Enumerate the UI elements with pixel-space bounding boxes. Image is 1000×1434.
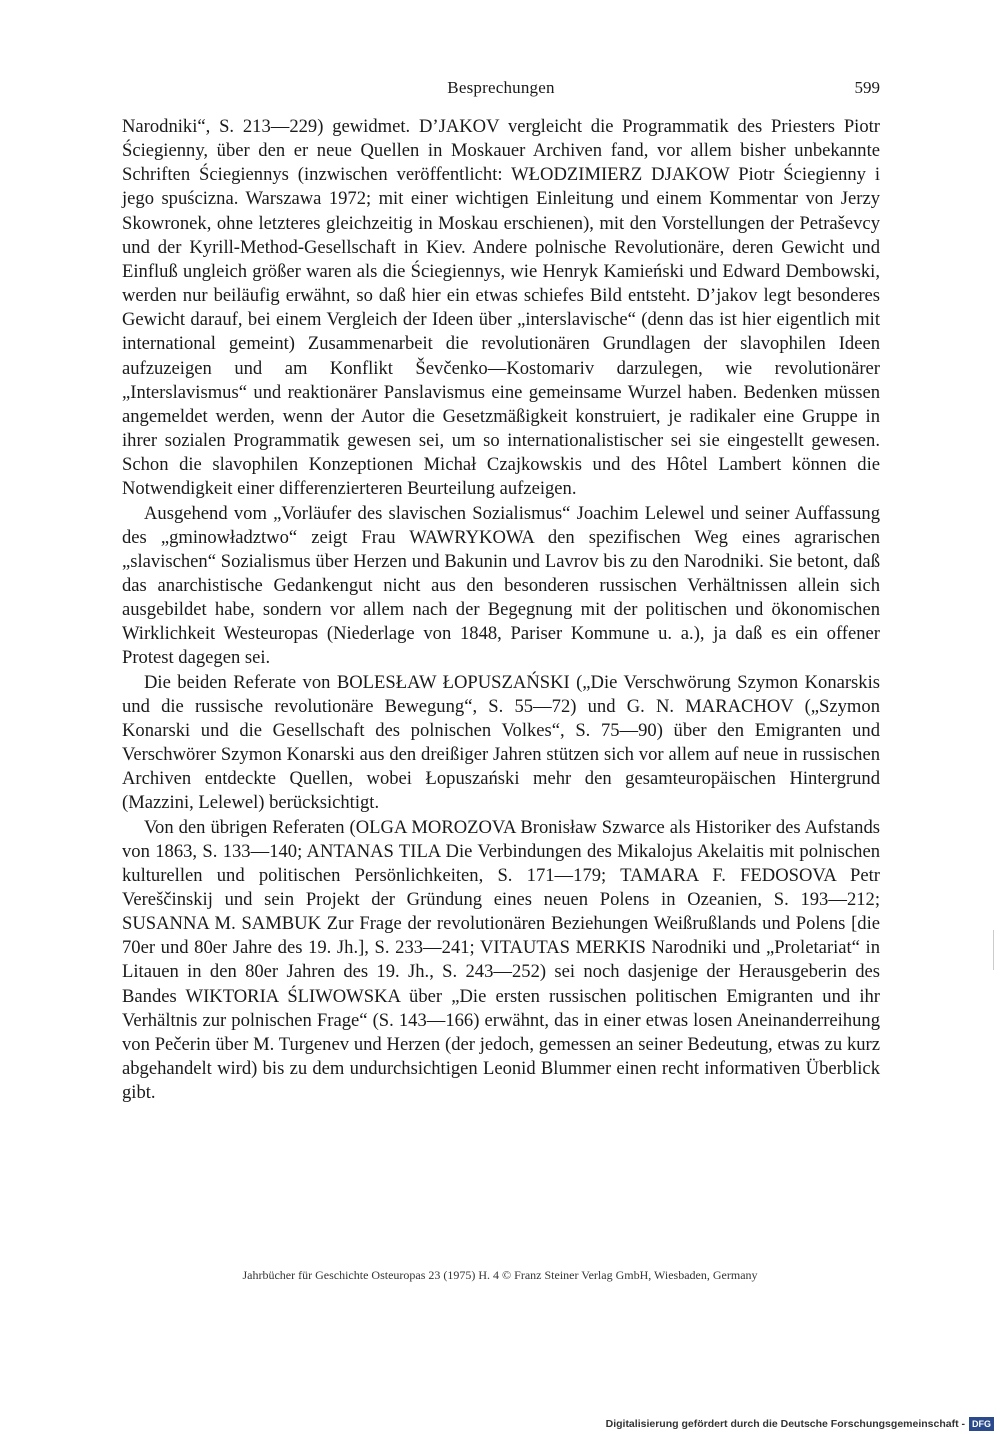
funding-notice <box>606 1416 994 1432</box>
running-title: Besprechungen <box>447 78 555 97</box>
journal-citation: Jahrbücher für Geschichte Osteuropas 23 (1975) H. 4 © Franz Steiner Verlag GmbH, Wiesbaden, Germany <box>242 1268 758 1282</box>
dfg-logo-icon: DFG <box>969 1417 994 1431</box>
paragraph-1-text: Narodniki“, S. 213—229) gewidmet. D’JAKOV vergleicht die Programmatik des Priesters Piotr Ściegienny, über den er neue Quellen in Moskauer Archiven fand, vor allem bisher unbekannte Schriften Ściegiennys (inzwischen veröffentlicht: WŁODZIMIERZ DJAKOW Piotr Ściegienny i jego spuścizna. Warszawa 1972; mit einer wichtigen Einleitung und einem Kommentar von Jerzy Skowronek, ohne letzteres gleichzeitig in Moskau erschienen), mit den Vorstellungen der Petraševcy und der Kyrill-Method-Gesellschaft in Kiev. Andere polnische Revolutionäre, deren Gewicht und Einfluß ungleich größer waren als die Ściegiennys, wie Henryk Kamieński und Edward Dembowski, werden nur beiläufig erwähnt, so daß hier ein etwas schiefes Bild entsteht. D’jakov legt besonderes Gewicht darauf, bei einem Vergleich der Ideen über „interslavische“ (denn das ist hier eigentlich mit international gemeint) Zusammenarbeit die revolutionären Grundlagen der slavophilen Ideen aufzuzeigen und am Konflikt Ševčenko—Kostomariv darzulegen, wie revolutionärer „Interslavismus“ und reaktionärer Panslavismus eine gemeinsame Wurzel haben. Bedenken müssen angemeldet werden, wenn der Autor die Gesetzmäßigkeit konstruiert, je radikaler eine Gruppe in ihrer sozialen Programmatik gewesen sei, um so internationalistischer sei sie eingestellt gewesen. Schon die slavophilen Konzeptionen Michał Czajkowskis und des Hôtel Lambert können die Notwendigkeit einer differenzierteren Beurteilung aufzeigen. <box>122 116 880 500</box>
scan-edge-mark <box>993 930 994 970</box>
funding-notice-text: Digitalisierung gefördert durch die Deutsche Forschungsgemeinschaft - <box>605 1418 965 1430</box>
running-head <box>122 78 880 102</box>
paragraph-1 <box>122 115 880 502</box>
page-number: 599 <box>854 78 880 97</box>
paragraph-3 <box>122 671 880 816</box>
paragraph-4 <box>122 816 880 1106</box>
paragraph-4-text: Von den übrigen Referaten (OLGA MOROZOVA Bronisław Szwarce als Historiker des Aufstands von 1863, S. 133—140; ANTANAS TILA Die Verbindungen des Mikalojus Akelaitis mit polnischen kulturellen und politischen Persönlichkeiten, S. 171—179; TAMARA F. FEDOSOVA Petr Vereščinskij und sein Projekt der Gründung eines neuen Polens in Ozeanien, S. 193—212; SUSANNA M. SAMBUK Zur Frage der revolutionären Beziehungen Weißrußlands und Polens [die 70er und 80er Jahre des 19. Jh.], S. 233—241; VITAUTAS MERKIS Narodniki und „Proletariat“ in Litauen in den 80er Jahren des 19. Jh., S. 243—252) sei noch dasjenige der Herausgeberin des Bandes WIKTORIA ŚLIWOWSKA über „Die ersten russischen politischen Emigranten und ihr Verhältnis zur polnischen Frage“ (S. 143—166) erwähnt, das in einer etwas losen Aneinanderreihung von Pečerin über M. Turgenev und Herzen (der jedoch, gemessen an seiner Bedeutung, etwas zu kurz abgehandelt wird) bis zu dem undurchsichtigen Leonid Blummer einen recht informativen Überblick gibt. <box>122 816 880 1104</box>
body-text <box>122 115 880 1105</box>
paragraph-2 <box>122 502 880 671</box>
paragraph-2-text: Ausgehend vom „Vorläufer des slavischen Sozialismus“ Joachim Lelewel und seiner Auffassung des „gminowładztwo“ zeigt Frau WAWRYKOWA den spezifischen Weg eines agrarischen „slavischen“ Sozialismus über Herzen und Bakunin und Lavrov bis zu den Narodniki. Sie betont, daß das anarchistische Gedankengut nicht aus den besonderen russischen Verhältnissen allein sich ausgebildet habe, sondern vor allem nach der Begegnung mit der politischen und ökonomischen Wirklichkeit Westeuropas (Niederlage von 1848, Pariser Kommune u. a.), ja daß es ein offener Protest dagegen sei. <box>122 502 880 669</box>
paragraph-3-text: Die beiden Referate von BOLESŁAW ŁOPUSZAŃSKI („Die Verschwörung Szymon Konarskis und die russische revolutionäre Bewegung“, S. 55—72) und G. N. MARACHOV („Szymon Konarski und die Gesellschaft des polnischen Volkes“, S. 75—90) über den Emigranten und Verschwörer Szymon Konarski aus den dreißiger Jahren stützen sich vor allem auf neue in russischen Archiven entdeckte Quellen, wobei Łopuszański mehr den gesamteuropäischen Hintergrund (Mazzini, Lelewel) berücksichtigt. <box>122 671 880 814</box>
